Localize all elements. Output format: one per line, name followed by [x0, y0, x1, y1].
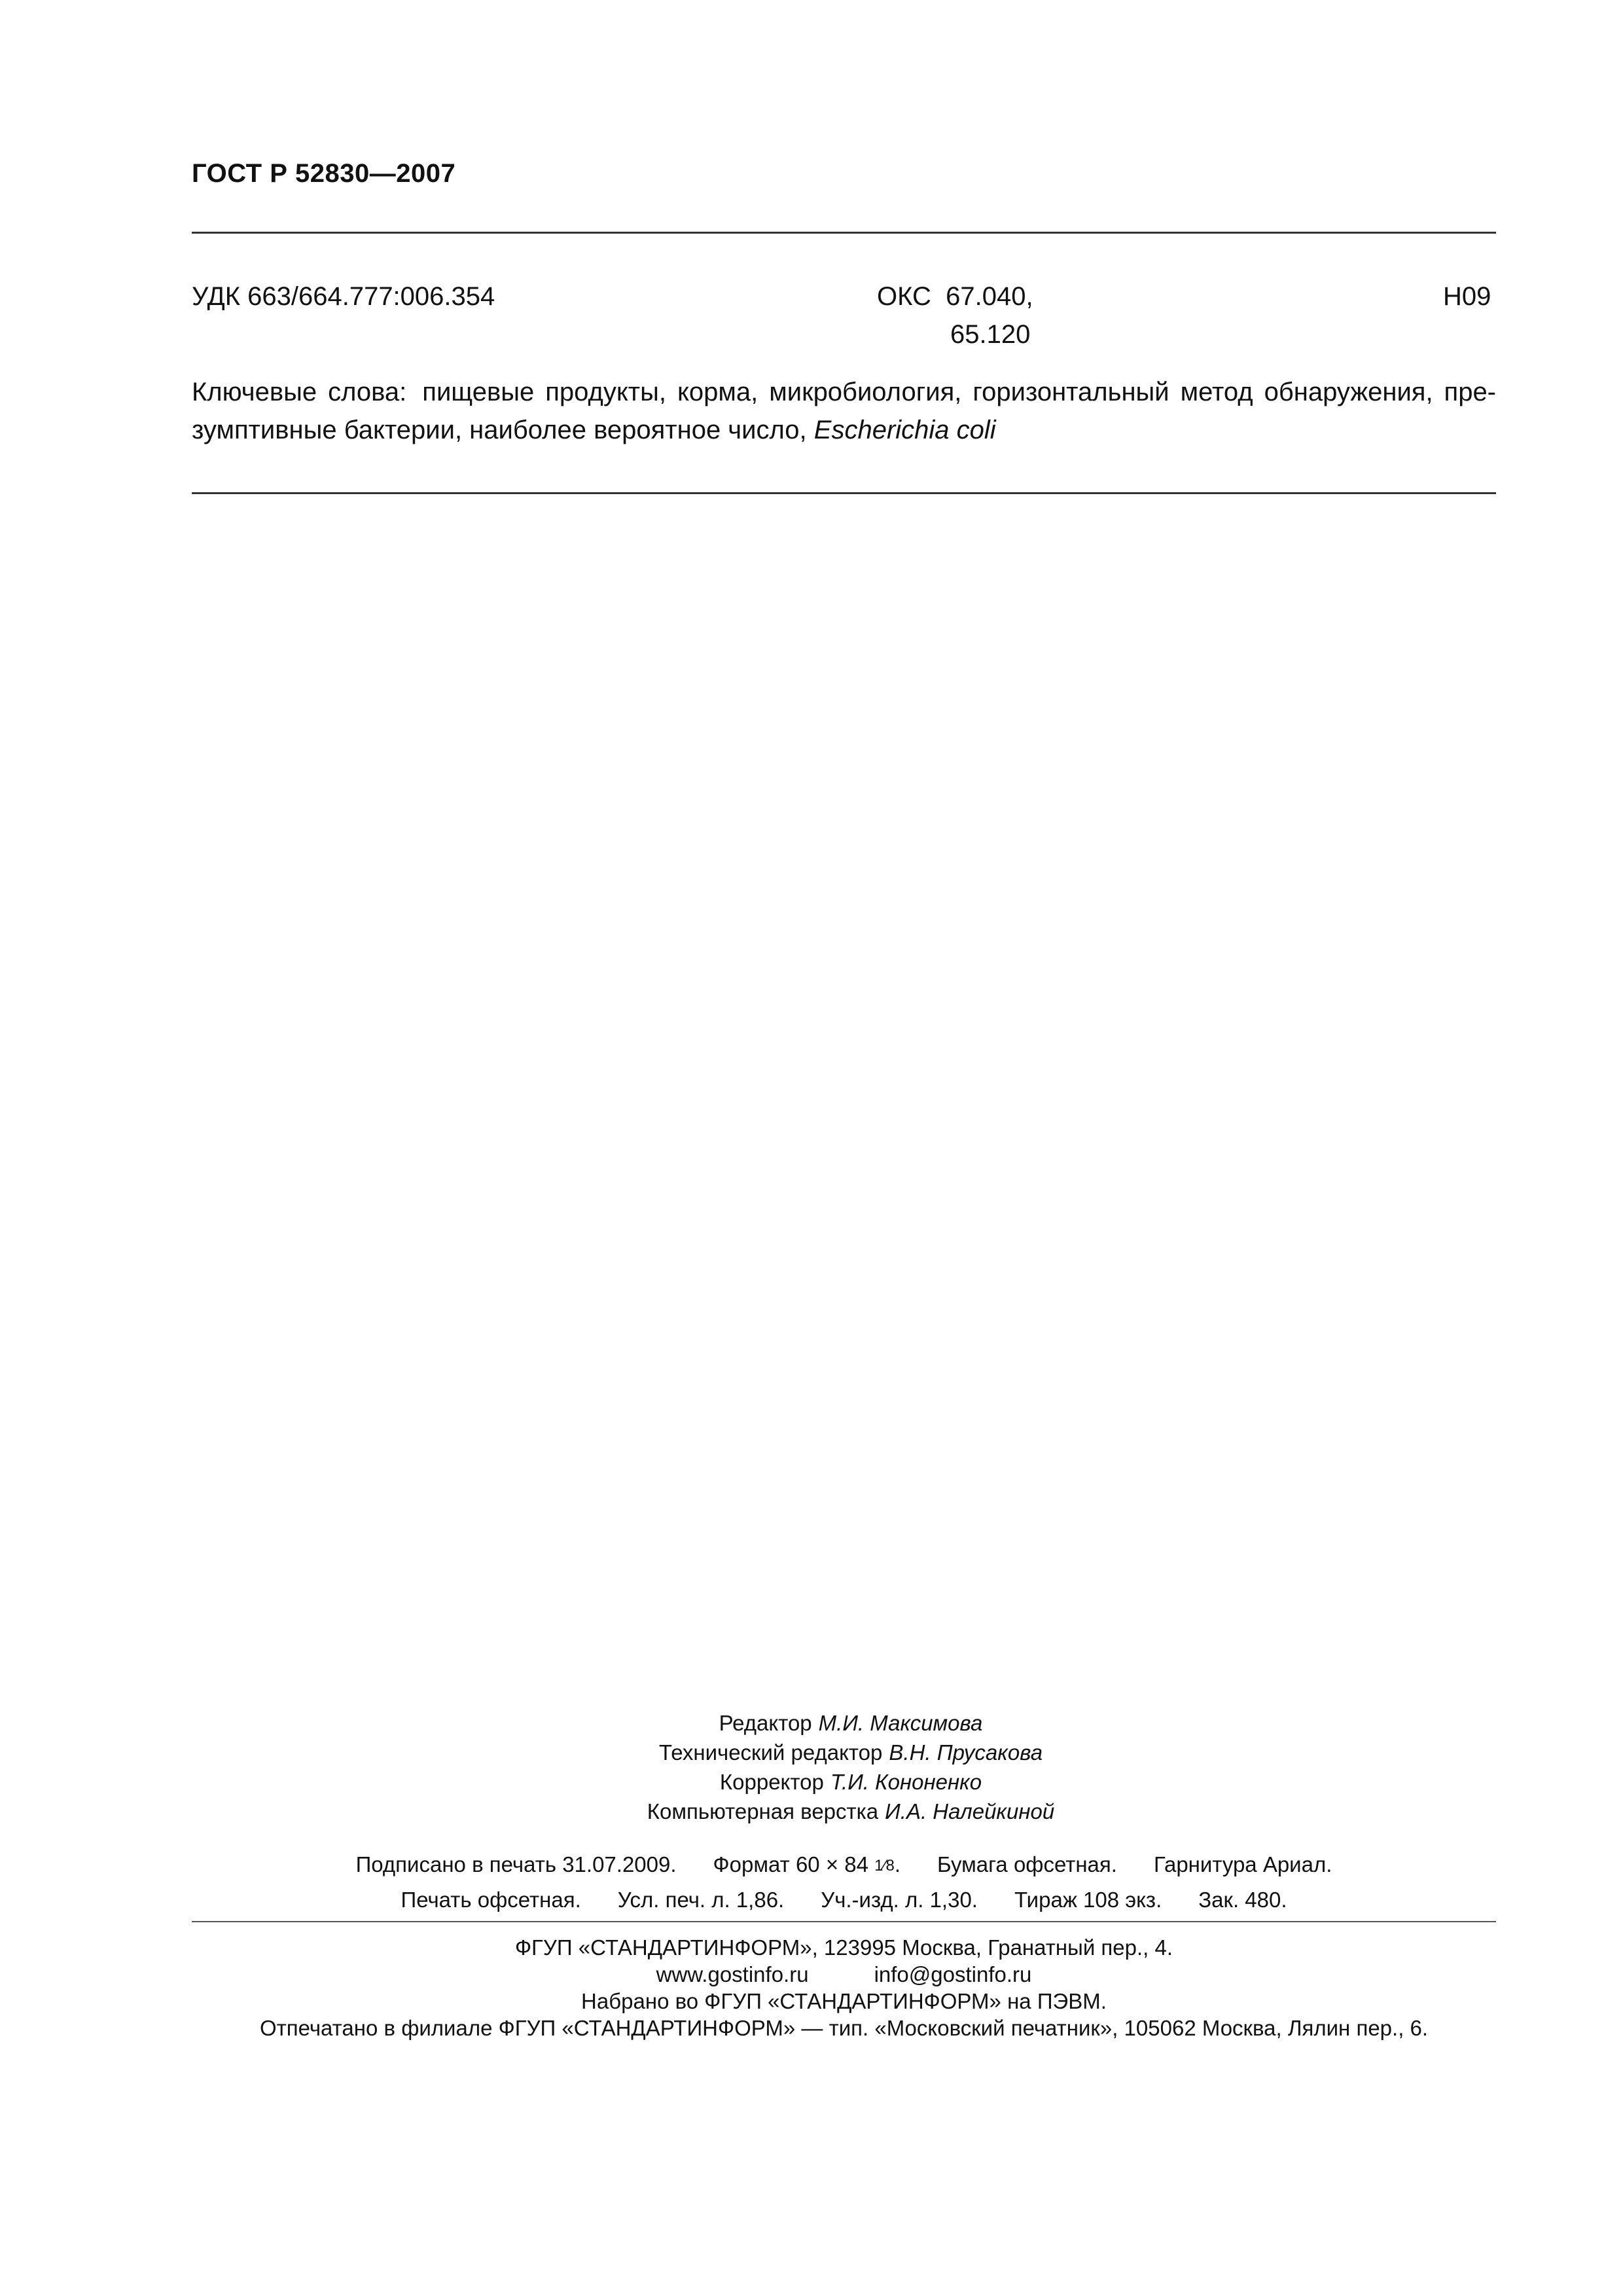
- credit-person: И.А. Налейкиной: [885, 1799, 1055, 1823]
- top-divider: [192, 232, 1496, 234]
- keywords-text: пищевые продукты, корма, микробиология, горизонтальный метод обнаружения, пре-зумптивные бактерии, наиболее вероятное число,: [192, 378, 1497, 444]
- group-code: Н09: [1443, 282, 1491, 311]
- oks-codes: [946, 278, 1033, 315]
- udk-code: УДК 663/664.777:006.354: [192, 282, 495, 311]
- keywords-species: Escherichia coli: [813, 416, 996, 444]
- format-prefix: Формат 60 × 84: [713, 1852, 868, 1876]
- imprint-divider: [192, 1921, 1496, 1922]
- credit-role: Корректор: [719, 1770, 824, 1794]
- credit-editor: [524, 1708, 1178, 1738]
- oks-code-2: 65.120: [950, 320, 1031, 349]
- print-type: Печать офсетная.: [401, 1888, 581, 1912]
- publisher-address: ФГУП «СТАНДАРТИНФОРМ», 123995 Москва, Гранатный пер., 4.: [514, 1935, 1173, 1960]
- order-number: Зак. 480.: [1198, 1888, 1287, 1912]
- publisher-printed: Отпечатано в филиале ФГУП «СТАНДАРТИНФОРМ» — тип. «Московский печатник», 105062 Москва, Лялин пер., 6.: [259, 2016, 1429, 2040]
- oks-block: [877, 278, 1033, 353]
- format-suffix: .: [894, 1852, 901, 1876]
- publisher-contacts: [192, 1961, 1496, 1988]
- document-code: ГОСТ Р 52830—2007: [192, 159, 456, 188]
- credit-person: Т.И. Кононенко: [830, 1770, 982, 1794]
- credits-block: [524, 1708, 1178, 1826]
- keywords-block: [192, 373, 1496, 449]
- typeface: Гарнитура Ариал.: [1153, 1852, 1332, 1876]
- oks-label: ОКС: [877, 282, 931, 311]
- publisher-block: [192, 1934, 1496, 2041]
- printed-sheets: Усл. печ. л. 1,86.: [617, 1888, 785, 1912]
- keywords-label: Ключевые слова:: [192, 378, 407, 406]
- paper-type: Бумага офсетная.: [937, 1852, 1117, 1876]
- credit-role: Технический редактор: [658, 1740, 883, 1765]
- print-run: Тираж 108 экз.: [1014, 1888, 1162, 1912]
- print-info-line-2: [192, 1885, 1496, 1914]
- oks-code-1: 67.040,: [946, 282, 1033, 311]
- format-fraction: 1⁄8: [874, 1857, 895, 1875]
- credit-person: М.И. Максимова: [818, 1711, 983, 1735]
- credit-tech-editor: [524, 1738, 1178, 1767]
- keywords-divider: [192, 492, 1496, 494]
- credit-role: Редактор: [719, 1711, 812, 1735]
- credit-layout: [524, 1797, 1178, 1826]
- signed-date: Подписано в печать 31.07.2009.: [355, 1852, 677, 1876]
- format-info: [713, 1852, 901, 1876]
- credit-corrector: [524, 1767, 1178, 1797]
- credit-person: В.Н. Прусакова: [889, 1740, 1043, 1765]
- publisher-website[interactable]: www.gostinfo.ru: [656, 1962, 809, 1986]
- print-info-line-1: [192, 1850, 1496, 1879]
- publisher-typeset: Набрано во ФГУП «СТАНДАРТИНФОРМ» на ПЭВМ.: [581, 1989, 1107, 2013]
- publisher-sheets: Уч.-изд. л. 1,30.: [821, 1888, 978, 1912]
- publisher-email[interactable]: info@gostinfo.ru: [874, 1962, 1032, 1986]
- credit-role: Компьютерная верстка: [647, 1799, 879, 1823]
